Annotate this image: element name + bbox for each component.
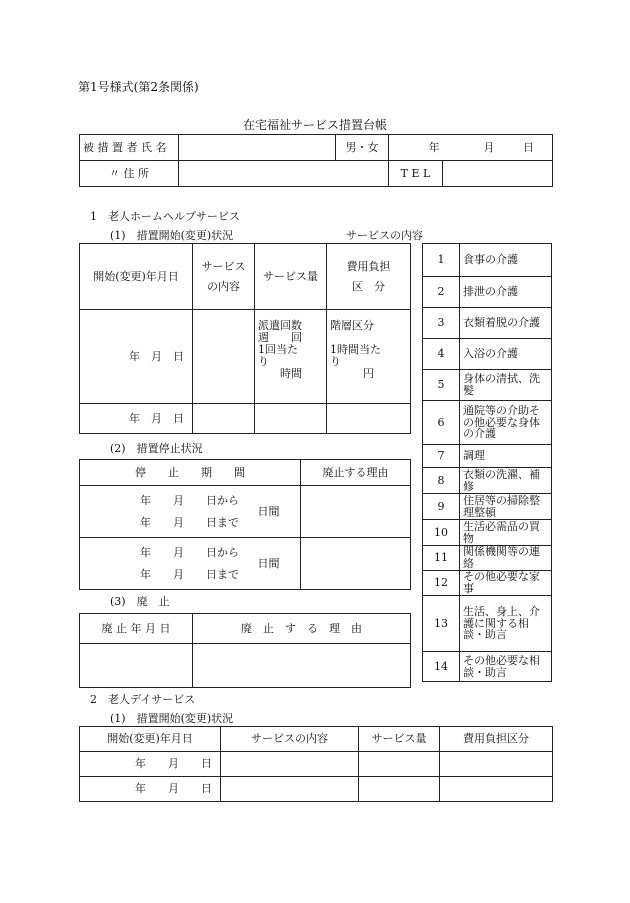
service-number: 9 [423, 494, 460, 520]
t1-row2-content[interactable] [193, 404, 255, 434]
service-label: 関係機関等の連絡 [460, 546, 552, 571]
service-label: 調理 [460, 445, 552, 468]
tel-label: T E L [389, 161, 443, 187]
s2-row1-amount[interactable] [359, 752, 440, 777]
service-row [423, 652, 552, 682]
service-row [423, 596, 552, 652]
tel-field[interactable] [443, 161, 553, 187]
section1-sub3: (3) 廃 止 [110, 595, 170, 608]
t2-row1-days: 日間 [255, 486, 301, 538]
t1-col-amount: サービス量 [255, 244, 327, 310]
start-status-table [79, 243, 411, 434]
service-label: 身体の清拭、洗髪 [460, 370, 552, 401]
t2-row1-period[interactable] [80, 486, 255, 538]
service-row [423, 339, 552, 370]
t2-row2-period[interactable] [80, 538, 255, 590]
t3-row-reason[interactable] [193, 644, 411, 688]
service-number: 4 [423, 339, 460, 370]
t3-col-reason: 廃 止 す る 理 由 [193, 614, 411, 644]
t2-row2-to: 年 月 日まで [140, 567, 239, 581]
service-row [423, 277, 552, 308]
service-number: 8 [423, 468, 460, 494]
s2-row1-date[interactable]: 年 月 日 [80, 752, 221, 777]
section1-sub2: (2) 措置停止状況 [110, 442, 203, 455]
s2-row2-amount[interactable] [359, 777, 440, 802]
service-label: 生活必需品の買物 [460, 520, 552, 546]
service-number: 12 [423, 571, 460, 596]
t2-row1-from: 年 月 日から [140, 493, 239, 507]
section2-sub1: (1) 措置開始(変更)状況 [110, 712, 234, 725]
month-label: 月 [443, 135, 498, 161]
day-service-table [79, 726, 553, 802]
service-row [423, 546, 552, 571]
service-number: 2 [423, 277, 460, 308]
s2-row1-content[interactable] [221, 752, 359, 777]
service-label: 排泄の介護 [460, 277, 552, 308]
service-number: 13 [423, 596, 460, 652]
s2-col-start-date: 開始(変更)年月日 [80, 727, 221, 752]
address-label: 〃 住 所 [80, 161, 179, 187]
service-row [423, 571, 552, 596]
service-label: 食事の介護 [460, 244, 552, 277]
t3-row-date[interactable] [80, 644, 193, 688]
abolition-table [79, 613, 411, 688]
service-row [423, 401, 552, 445]
t1-col-cost: 費用負担 区 分 [327, 244, 411, 310]
service-number: 11 [423, 546, 460, 571]
service-label: 衣類の洗濯、補修 [460, 468, 552, 494]
service-row [423, 308, 552, 339]
t1-col-start-date: 開始(変更)年月日 [80, 244, 193, 310]
year-label: 年 [389, 135, 443, 161]
s2-row2-content[interactable] [221, 777, 359, 802]
t1-row1-amount[interactable]: 派遣回数 週 回 1回当た り 時間 [255, 310, 327, 404]
service-number: 3 [423, 308, 460, 339]
service-row [423, 468, 552, 494]
s2-col-amount: サービス量 [359, 727, 440, 752]
t1-row1-date[interactable]: 年 月 日 [80, 310, 193, 404]
page-title: 在宅福祉サービス措置台帳 [242, 118, 387, 132]
name-label: 被 措 置 者 氏 名 [80, 135, 179, 161]
suspension-table [79, 459, 411, 590]
name-field[interactable] [179, 135, 336, 161]
service-number: 6 [423, 401, 460, 445]
service-row [423, 494, 552, 520]
t2-row1-to: 年 月 日まで [140, 515, 239, 529]
section2-title: 2 老人デイサービス [90, 693, 196, 706]
service-number: 14 [423, 652, 460, 682]
service-list-table [422, 243, 552, 682]
service-label: 入浴の介護 [460, 339, 552, 370]
service-number: 1 [423, 244, 460, 277]
service-label: 衣類着脱の介護 [460, 308, 552, 339]
service-label: 住居等の掃除整理整頓 [460, 494, 552, 520]
section1-sub1: (1) 措置開始(変更)状況 [110, 229, 234, 242]
s2-row2-cost[interactable] [440, 777, 553, 802]
service-label: その他必要な相談・助言 [460, 652, 552, 682]
service-number: 5 [423, 370, 460, 401]
service-label: 生活、身上、介護に関する相談・助言 [460, 596, 552, 652]
service-row [423, 244, 552, 277]
service-label: 通院等の介助その他必要な身体の介護 [460, 401, 552, 445]
t1-row1-content[interactable] [193, 310, 255, 404]
service-row [423, 445, 552, 468]
t2-row2-reason[interactable] [301, 538, 411, 590]
s2-row1-cost[interactable] [440, 752, 553, 777]
t1-row1-cost[interactable]: 階層区分 1時間当た り 円 [327, 310, 411, 404]
form-number: 第1号様式(第2条関係) [78, 80, 199, 94]
gender-label[interactable]: 男・女 [336, 135, 389, 161]
t1-row2-cost[interactable] [327, 404, 411, 434]
service-content-title: サービスの内容 [346, 229, 423, 242]
service-number: 10 [423, 520, 460, 546]
address-field[interactable] [179, 161, 389, 187]
t1-col-service-content: サービス の内容 [193, 244, 255, 310]
t2-row1-reason[interactable] [301, 486, 411, 538]
s2-col-cost: 費用負担区分 [440, 727, 553, 752]
t2-row2-days: 日間 [255, 538, 301, 590]
service-label: その他必要な家事 [460, 571, 552, 596]
service-row [423, 520, 552, 546]
t2-row2-from: 年 月 日から [140, 545, 239, 559]
t2-col-reason: 廃止する理由 [301, 460, 411, 486]
t2-col-period: 停 止 期 間 [80, 460, 301, 486]
day-label: 日 [498, 135, 553, 161]
t3-col-date: 廃 止 年 月 日 [80, 614, 193, 644]
service-row [423, 370, 552, 401]
t1-row2-amount[interactable] [255, 404, 327, 434]
s2-row2-date[interactable]: 年 月 日 [80, 777, 221, 802]
t1-row2-date[interactable]: 年 月 日 [80, 404, 193, 434]
s2-col-service-content: サービスの内容 [221, 727, 359, 752]
header-table [79, 134, 553, 187]
section1-title: 1 老人ホームヘルプサービス [90, 210, 240, 223]
service-number: 7 [423, 445, 460, 468]
